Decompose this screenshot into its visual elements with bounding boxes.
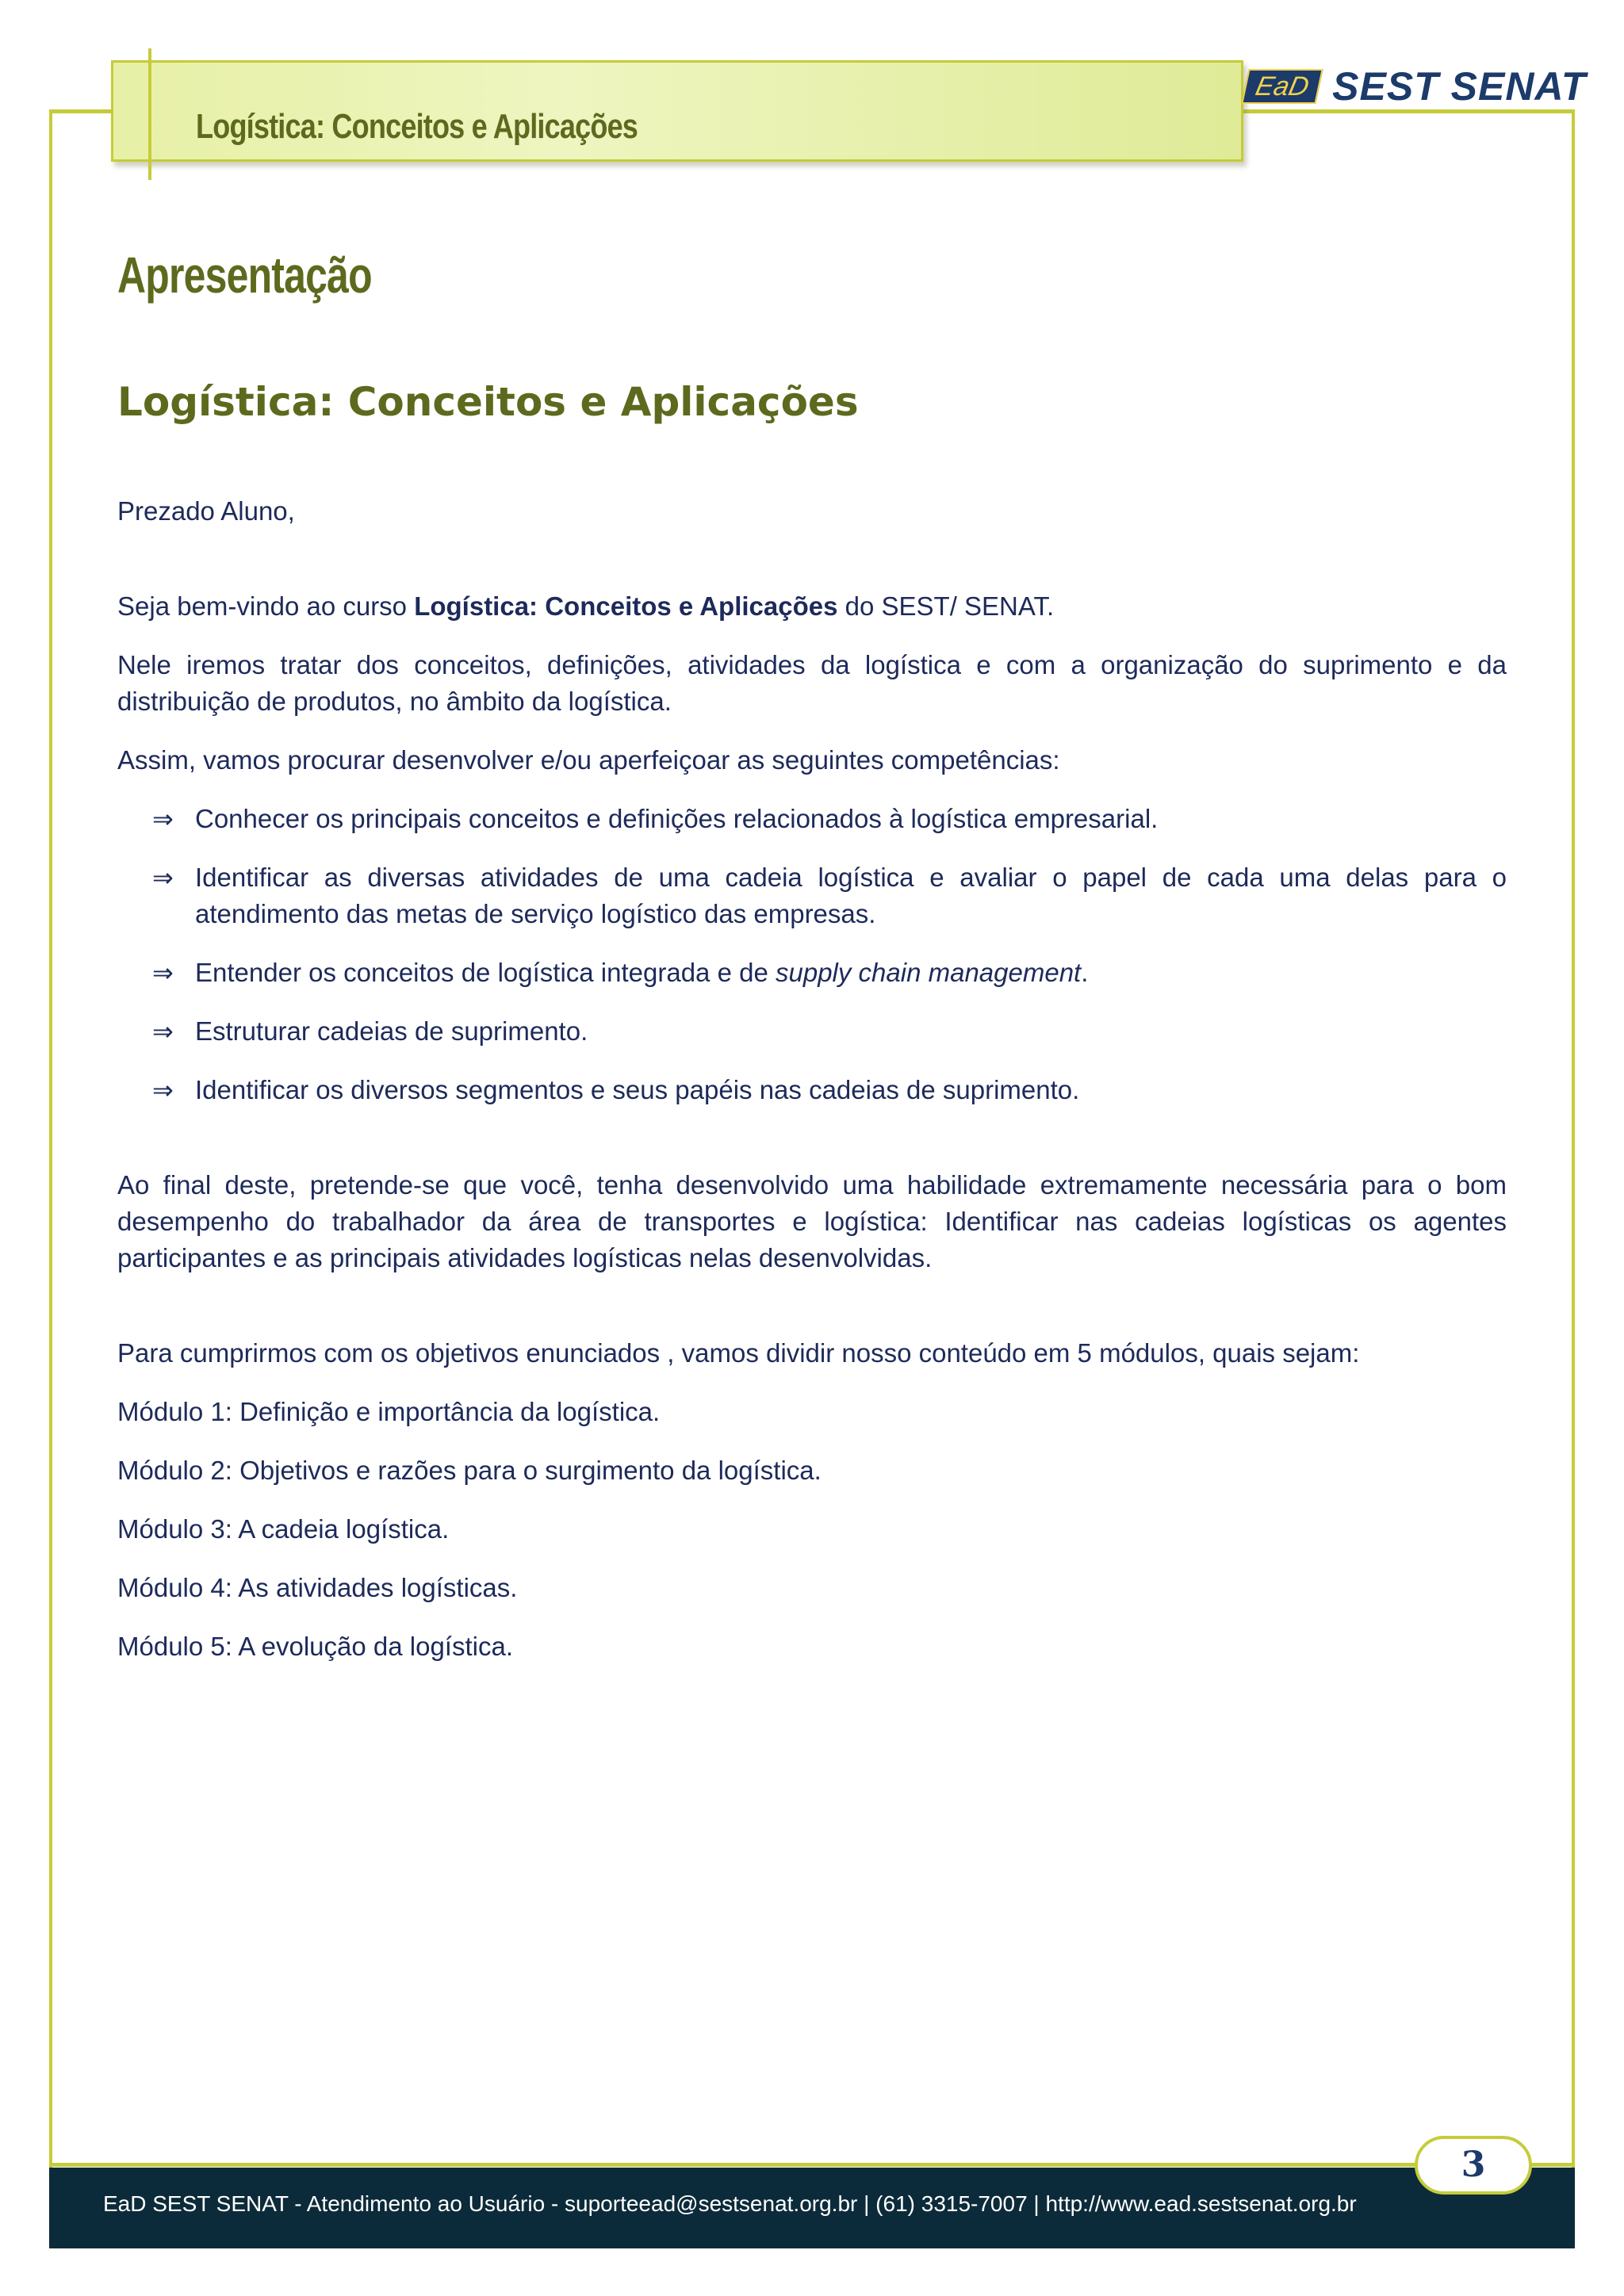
spacer — [117, 1299, 1507, 1335]
footer-bar — [49, 2168, 1575, 2248]
welcome-paragraph — [117, 588, 1507, 625]
list-item — [117, 955, 1507, 991]
list-item-text: Identificar os diversos segmentos e seus papéis nas cadeias de suprimento. — [195, 1075, 1080, 1104]
list-item — [117, 859, 1507, 932]
goal-paragraph: Ao final deste, pretende-se que você, tenha desenvolvido uma habilidade extremamente necessária para o bom desempenho do trabalhador da área de transportes e logística: Identificar nas cadeias logísticas os agentes participantes e as principais atividades logísticas nelas desenvolvidas. — [117, 1170, 1507, 1272]
module-item: Módulo 3: A cadeia logística. — [117, 1514, 450, 1544]
arrow-icon: ⇒ — [152, 804, 174, 834]
greeting: Prezado Aluno, — [117, 496, 295, 526]
footer-contact: EaD SEST SENAT - Atendimento ao Usuário - suporteead@sestsenat.org.br | (61) 3315-7007 | http://www.ead.sestsenat.org.br — [103, 2191, 1357, 2216]
module-item: Módulo 2: Objetivos e razões para o surgimento da logística. — [117, 1456, 822, 1485]
list-item-text: Conhecer os principais conceitos e definições relacionados à logística empresarial. — [195, 804, 1159, 833]
module-item: Módulo 1: Definição e importância da logística. — [117, 1397, 661, 1426]
logo-ead-badge: EaD — [1241, 69, 1323, 104]
welcome-course-name: Logística: Conceitos e Aplicações — [414, 591, 838, 621]
page-number: 3 — [1415, 2136, 1532, 2195]
header-course-name: Logística: Conceitos e Aplicações — [196, 107, 638, 146]
list-item — [117, 801, 1507, 837]
list-item-italic: supply chain management — [775, 958, 1082, 987]
welcome-post: do SEST/ SENAT. — [837, 591, 1055, 621]
intro-paragraph: Nele iremos tratar dos conceitos, definições, atividades da logística e com a organização do suprimento e da distribuição de produtos, no âmbito da logística. — [117, 650, 1507, 716]
page-frame-bottom — [49, 2163, 1575, 2167]
welcome-pre: Seja bem-vindo ao curso — [117, 591, 415, 621]
modules-list — [117, 1394, 1507, 1665]
list-item-text: Estruturar cadeias de suprimento. — [195, 1016, 588, 1046]
list-item — [117, 1072, 1507, 1108]
modules-intro: Para cumprirmos com os objetivos enunciados , vamos dividir nosso conteúdo em 5 módulos, quais sejam: — [117, 1338, 1360, 1368]
arrow-icon: ⇒ — [152, 958, 174, 988]
sest-senat-logo — [1245, 64, 1587, 109]
page-title: Apresentação — [117, 247, 372, 304]
list-item-end: . — [1081, 958, 1089, 987]
logo-brand-text: SEST SENAT — [1332, 64, 1587, 109]
module-item: Módulo 5: A evolução da logística. — [117, 1632, 513, 1661]
competencies-intro: Assim, vamos procurar desenvolver e/ou aperfeiçoar as seguintes competências: — [117, 745, 1060, 775]
arrow-icon: ⇒ — [152, 1016, 174, 1047]
list-item — [117, 1013, 1507, 1050]
list-item-text: Identificar as diversas atividades de uma cadeia logística e avaliar o papel de cada uma delas para o atendimento das metas de serviço logístico das empresas. — [195, 863, 1507, 928]
header-banner — [111, 60, 1243, 162]
header-divider — [148, 48, 151, 180]
spacer — [117, 1131, 1507, 1167]
spacer — [117, 552, 1507, 588]
main-content — [117, 493, 1507, 1687]
course-title: Logística: Conceitos e Aplicações — [117, 379, 859, 425]
list-item-text: Entender os conceitos de logística integrada e de — [195, 958, 776, 987]
module-item: Módulo 4: As atividades logísticas. — [117, 1573, 518, 1602]
arrow-icon: ⇒ — [152, 863, 174, 893]
arrow-icon: ⇒ — [152, 1075, 174, 1105]
competencies-list — [117, 801, 1507, 1108]
